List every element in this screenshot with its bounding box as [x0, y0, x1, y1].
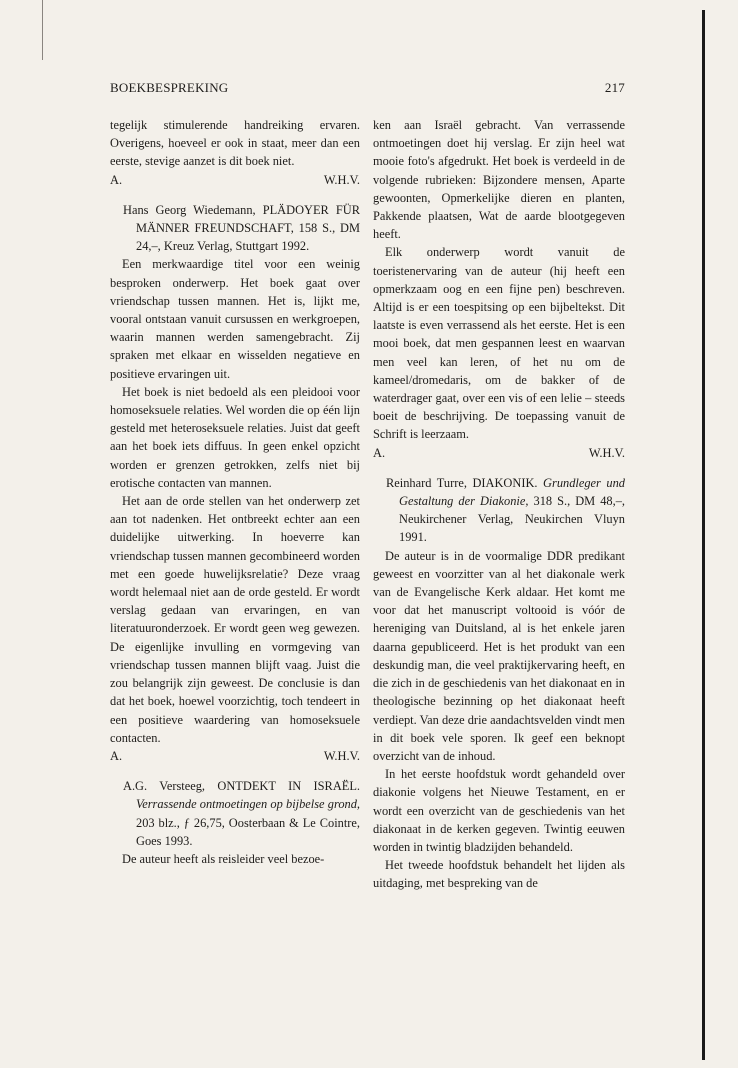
paragraph: De auteur is in de voormalige DDR predikant geweest en voorzitter van al het diakonale werk van de Evangelische Kerk aldaar. Het komt me voor dat het manuscript voltooid is vóór de hereniging van Duitsland, al is het enkele jaren daarna gepubliceerd. Het is het produkt van een deskundig man, die veel praktijkervaring heeft, en die zich in de geschiedenis van het diakonaat en in theologische bezinning op het diakonaat heeft verdiept. Van deze drie aandachtsvelden vindt men in dit boek vele sporen. Ik geef een beknopt overzicht van de inhoud. [373, 548, 625, 763]
paragraph: Een merkwaardige titel voor een weinig besproken onderwerp. Het boek gaat over vriendschap tussen mannen. Het is, lijkt me, vooral ontstaan vanuit cursussen en werkgroepen, waarin mannen werden samengebracht. Zij spraken met elkaar en wisselden negatieve en positieve ervaringen uit. [110, 257, 360, 381]
page-edge-line [42, 0, 43, 60]
bib-author-title: Reinhard Turre, DIAKONIK. [386, 475, 544, 490]
review-signature [110, 747, 360, 765]
bib-subtitle: Verrassende ontmoetingen op bijbelse grond, [136, 797, 360, 812]
signature-author: W.H.V. [323, 172, 360, 187]
bib-publication: 203 blz., ƒ 26,75, Oosterbaan & Le Cointre, Goes 1993. [136, 815, 360, 848]
running-header [110, 80, 625, 98]
bibliographic-entry [110, 201, 360, 256]
review-signature [110, 171, 360, 189]
bibliographic-entry [373, 474, 625, 547]
section-title: BOEKBESPREKING [110, 80, 229, 95]
signature-initial: A. [110, 748, 123, 763]
bibliographic-entry [110, 777, 360, 850]
bib-publication: 318 S., DM 48,–, Neukirchener Verlag, Neukirchen Vluyn 1991. [399, 494, 625, 545]
right-column [373, 116, 625, 893]
review-signature [373, 444, 625, 462]
page-number: 217 [604, 80, 625, 95]
left-column [110, 116, 360, 868]
paragraph: Elk onderwerp wordt vanuit de toeristenervaring van de auteur (hij heeft een opmerkzaam oog en een fijne pen) beschreven. Altijd is er een toespitsing op een bijbeltekst. Dit laatste is even verrassend als het eerste. Het is een mooi boek, dat men gespannen leest en waarvan men veel kan leren, of het nu om de kameel/dromedaris, om de bakker of de waterdrager gaat, over een vis of een lelie – steeds boeit de beschrijving. De toepassing vanuit de Schrift is leerzaam. [373, 245, 625, 442]
paragraph: ken aan Israël gebracht. Van verrassende ontmoetingen doet hij verslag. Er zijn heel wat mooie foto's afgedrukt. Het boek is verdeeld in de volgende rubrieken: Bijzondere mensen, Aparte gewoonten, Opmerkelijke dieren en planten, Pakkende plaatsen, Wat de aarde blootgegeven heeft. [373, 118, 625, 242]
paragraph: tegelijk stimulerende handreiking ervaren. Overigens, hoeveel er ook in staat, meer dan een eerste, stevige aanzet is dit boek niet. [110, 118, 360, 169]
signature-author: W.H.V. [588, 445, 625, 460]
paragraph: Het aan de orde stellen van het onderwerp zet aan tot nadenken. Het ontbreekt echter aan een duidelijke uitwerking. In hoeverre kan vriendschap tussen mannen gecombineerd worden met een goede huwelijksrelatie? Deze vraag wordt helemaal niet aan de orde gesteld. Er wordt verslag gedaan van ervaringen, en van literatuuronderzoek. Er wordt geen weg gewezen. De eigenlijke invulling en vormgeving van vriendschap tussen mannen blijft vaag. Juist die zou belangrijk zijn geweest. De conclusie is dan dat het boek, hoewel voorzichtig, toch tendeert in een positieve waardering van homoseksuele contacten. [110, 494, 360, 745]
paragraph: De auteur heeft als reisleider veel bezoe- [122, 851, 325, 866]
bib-author-title: A.G. Versteeg, ONTDEKT IN ISRAËL. [123, 779, 360, 794]
bib-subtitle: Grundleger und Gestaltung der Diakonie, [399, 475, 625, 509]
paragraph: In het eerste hoofdstuk wordt gehandeld over diakonie volgens het Nieuwe Testament, en er wordt een overzicht van de geschiedenis van het diakonaat in de kerken gegeven. Twintig eeuwen worden in twintig bladzijden behandeld. [373, 767, 625, 854]
bib-text: Hans Georg Wiedemann, PLÄDOYER FÜR MÄNNER FREUNDSCHAFT, 158 S., DM 24,–, Kreuz Verlag, Stuttgart 1992. [123, 202, 360, 254]
paragraph: Het boek is niet bedoeld als een pleidooi voor homoseksuele relaties. Wel worden die op één lijn gesteld met heteroseksuele relaties. Juist dat geeft aan het boek iets diffuus. In geen enkel opzicht worden er grenzen getrokken, zelfs niet bij erotische contacten van mannen. [110, 384, 360, 490]
signature-initial: A. [110, 172, 123, 187]
page-binding-edge [702, 10, 705, 1060]
paragraph: Het tweede hoofdstuk behandelt het lijden als uitdaging, met bespreking van de [373, 858, 625, 891]
signature-author: W.H.V. [323, 748, 360, 763]
signature-initial: A. [373, 445, 386, 460]
